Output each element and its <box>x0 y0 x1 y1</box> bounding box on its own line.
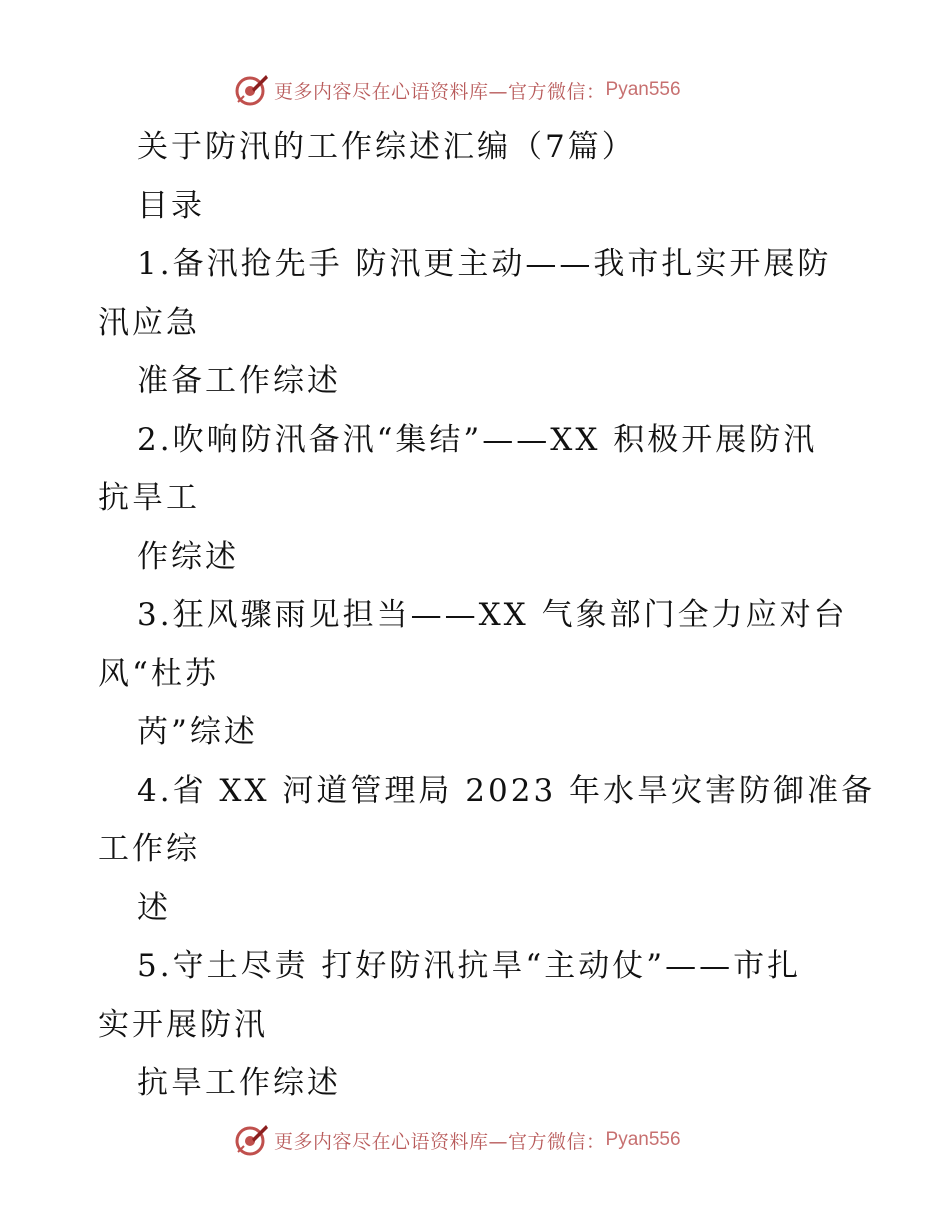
toc-line: 4.省 XX 河道管理局 2023 年水旱灾害防御准备 <box>137 772 876 809</box>
toc-line: 作综述 <box>137 538 239 575</box>
watermark-header <box>232 72 681 108</box>
brand-logo-icon <box>232 1122 270 1158</box>
watermark-wechat-id: Pyan556 <box>605 79 681 100</box>
toc-line: 实开展防汛 <box>98 1006 268 1043</box>
watermark-text: 更多内容尽在心语资料库—官方微信： <box>274 80 606 103</box>
toc-line: 3.狂风骤雨见担当——XX 气象部门全力应对台 <box>137 597 848 633</box>
toc-line: 工作综 <box>98 831 200 867</box>
toc-line: 汛应急 <box>98 304 200 341</box>
toc-line: 5.守土尽责 打好防汛抗旱“主动仗”——市扎 <box>137 948 802 984</box>
toc-heading: 目录 <box>137 187 205 224</box>
toc-line: 2.吹响防汛备汛“集结”——XX 积极开展防汛 <box>137 421 818 458</box>
toc-line: 抗旱工 <box>98 480 200 516</box>
toc-line: 风“杜苏 <box>98 655 219 692</box>
brand-logo-icon <box>232 72 270 108</box>
toc-line: 述 <box>137 889 171 926</box>
document-body <box>0 118 950 1113</box>
toc-line: 芮”综述 <box>137 714 258 750</box>
watermark-wechat-id: Pyan556 <box>605 1129 681 1150</box>
watermark-footer <box>232 1122 681 1158</box>
watermark-text: 更多内容尽在心语资料库—官方微信： <box>274 1130 606 1153</box>
toc-line: 准备工作综述 <box>137 363 341 399</box>
document-title: 关于防汛的工作综述汇编（7篇） <box>137 129 636 165</box>
toc-line: 1.备汛抢先手 防汛更主动——我市扎实开展防 <box>137 246 832 282</box>
toc-line: 抗旱工作综述 <box>137 1065 341 1101</box>
